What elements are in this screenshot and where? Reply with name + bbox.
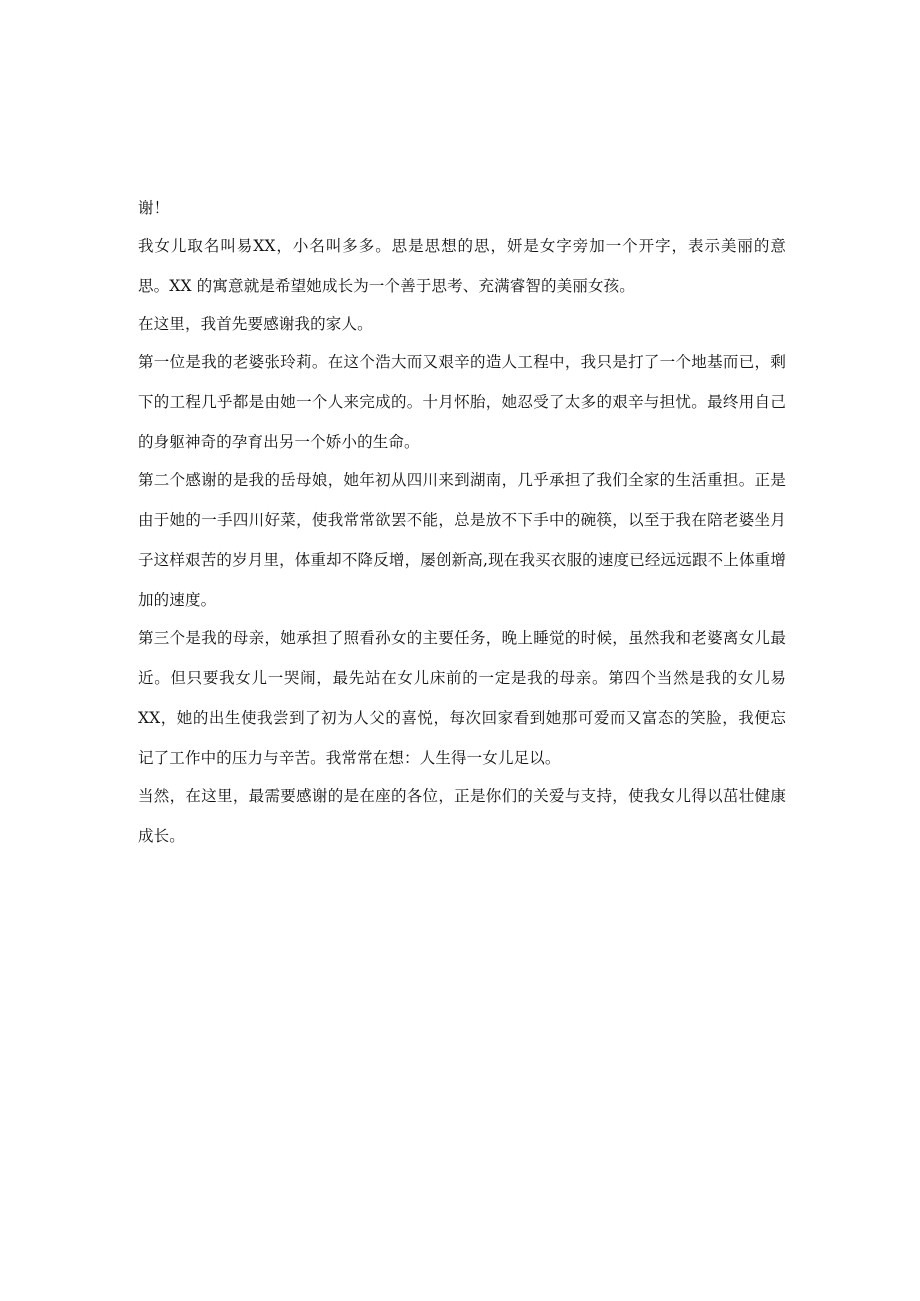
paragraph-mother-in-law: 第二个感谢的是我的岳母娘，她年初从四川来到湖南，几乎承担了我们全家的生活重担。正是由于她的一手四川好菜，使我常常欲罢不能，总是放不下手中的碗筷，以至于我在陪老婆坐月子这样艰苦的岁月里，体重却不降反增，屡创新高,现在我买衣服的速度已经远远跟不上体重增加的速度。 — [138, 471, 786, 609]
paragraph-wife: 第一位是我的老婆张玲莉。在这个浩大而又艰辛的造人工程中，我只是打了一个地基而已，剩下的工程几乎都是由她一个人来完成的。十月怀胎，她忍受了太多的艰辛与担忧。最终用自己的身躯神奇的孕育出另一个娇小的生命。 — [138, 353, 786, 451]
paragraph-thank-guests: 当然，在这里，最需要感谢的是在座的各位，正是你们的关爱与支持，使我女儿得以茁壮健康成长。 — [138, 787, 786, 845]
paragraph-thank-family: 在这里，我首先要感谢我的家人。 — [138, 315, 373, 333]
paragraph-daughter-name: 我女儿取名叫易XX，小名叫多多。思是思想的思，妍是女字旁加一个开字，表示美丽的意思。XX 的寓意就是希望她成长为一个善于思考、充满睿智的美丽女孩。 — [138, 237, 786, 295]
paragraph-closing-thanks: 谢！ — [138, 199, 170, 217]
document-body — [138, 188, 786, 854]
paragraph-mother-and-daughter: 第三个是我的母亲，她承担了照看孙女的主要任务，晚上睡觉的时候，虽然我和老婆离女儿最近。但只要我女儿一哭闹，最先站在女儿床前的一定是我的母亲。第四个当然是我的女儿易XX，她的出生使我尝到了初为人父的喜悦，每次回家看到她那可爱而又富态的笑脸，我便忘记了工作中的压力与辛苦。我常常在想：人生得一女儿足以。 — [138, 629, 786, 767]
